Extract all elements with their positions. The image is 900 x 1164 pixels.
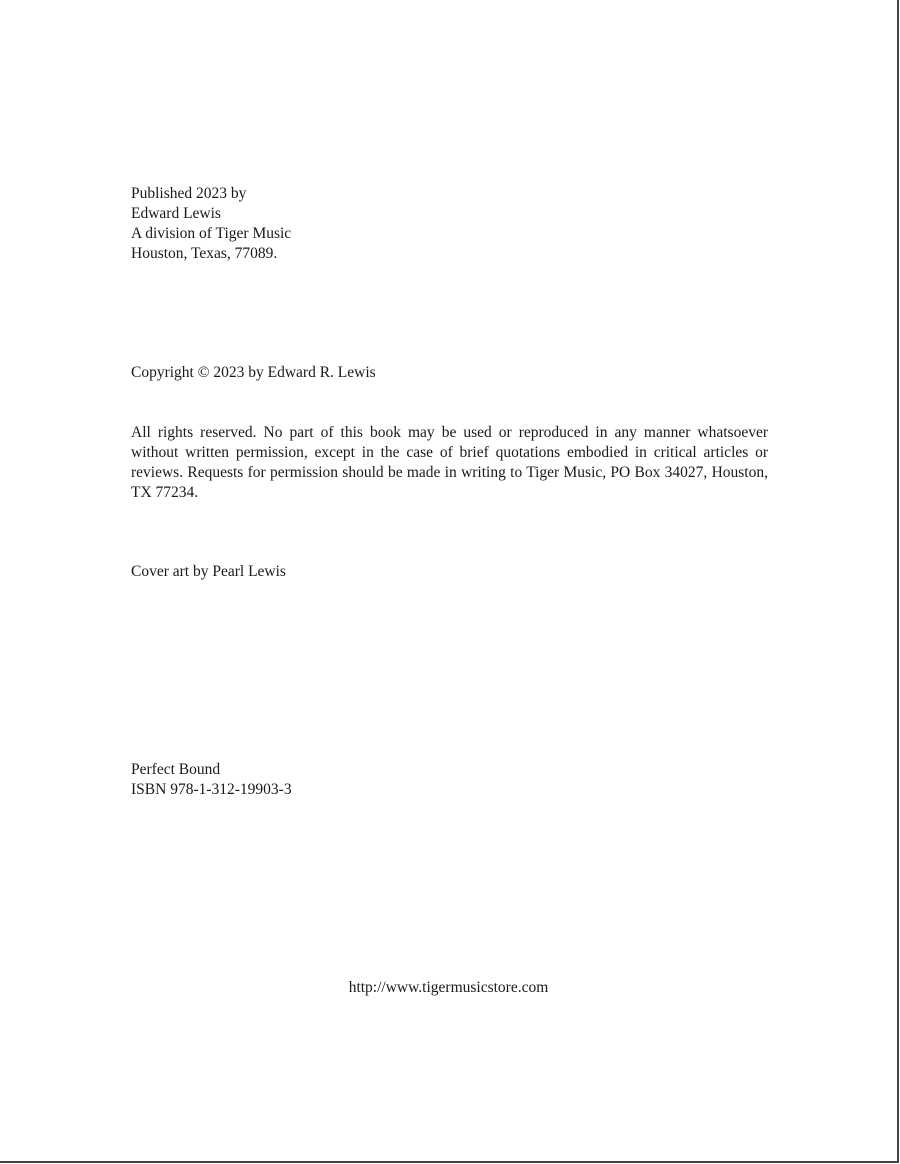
rights-reserved-paragraph: All rights reserved. No part of this book may be used or reproduced in any manner whatsoever without written permission, except in the case of brief quotations embodied in critical articles or reviews. Requests for permission should be made in writing to Tiger Music, PO Box 34027, Houston, TX 77234. (131, 424, 768, 501)
publisher-info (131, 184, 291, 264)
website-url: http://www.tigermusicstore.com (348, 979, 549, 996)
publisher-name: Edward Lewis (131, 205, 221, 222)
binding-info (131, 760, 292, 800)
copyright-notice: Copyright © 2023 by Edward R. Lewis (131, 364, 376, 381)
published-line: Published 2023 by (131, 185, 247, 202)
cover-art-credit: Cover art by Pearl Lewis (131, 563, 286, 580)
publisher-division: A division of Tiger Music (131, 225, 292, 242)
isbn-number: ISBN 978-1-312-19903-3 (131, 781, 292, 798)
publisher-location: Houston, Texas, 77089. (131, 245, 278, 262)
binding-type: Perfect Bound (131, 761, 221, 778)
